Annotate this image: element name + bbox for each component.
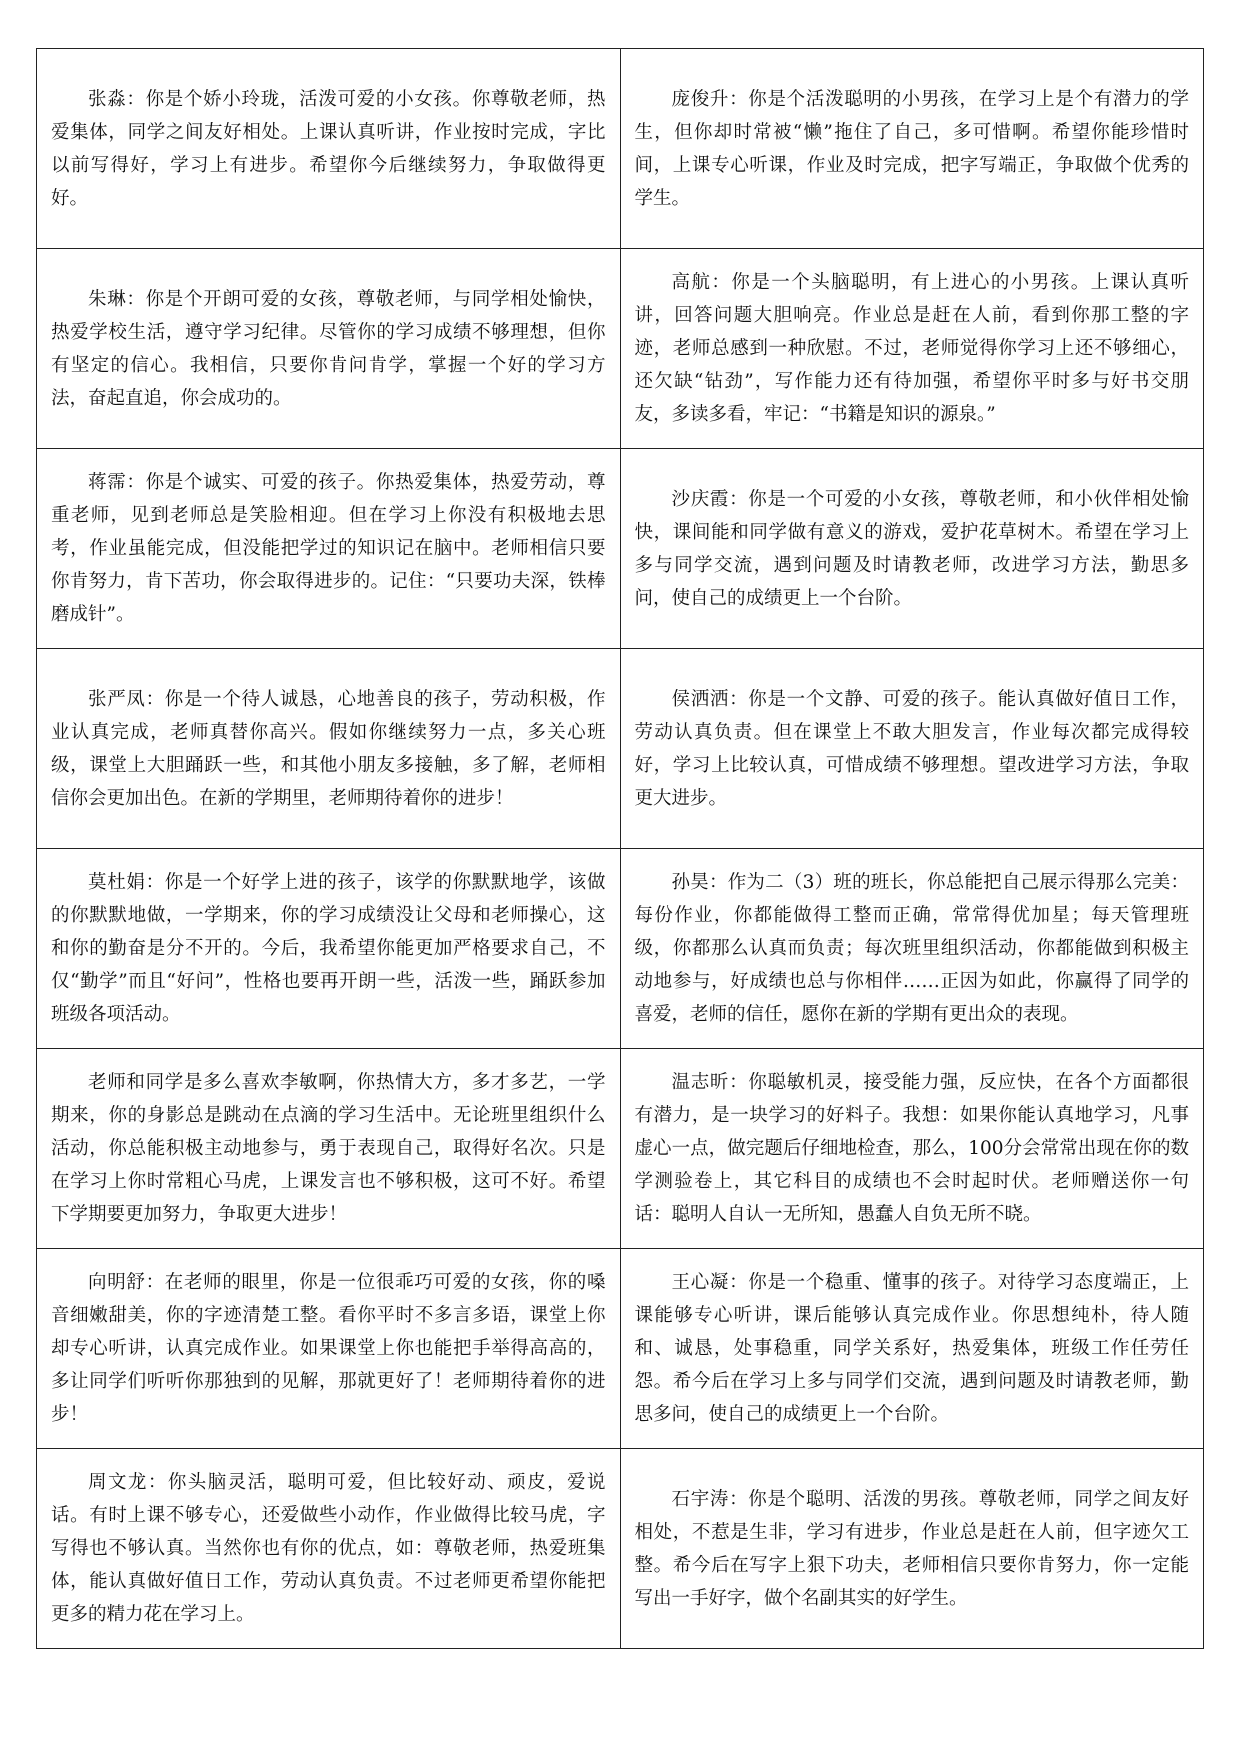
comment-cell: 王心凝：你是一个稳重、懂事的孩子。对待学习态度端正，上课能够专心听讲，课后能够认真完成作业。你思想纯朴，待人随和、诚恳，处事稳重，同学关系好，热爱集体，班级工作任劳任怨。希今后在学习上多与同学们交流，遇到问题及时请教老师，勤思多问，使自己的成绩更上一个台阶。 [620,1249,1204,1449]
table-row [37,449,1204,649]
comment-cell: 石宇涛：你是个聪明、活泼的男孩。尊敬老师，同学之间友好相处，不惹是生非，学习有进步，作业总是赶在人前，但字迹欠工整。希今后在写字上狠下功夫，老师相信只要你肯努力，你一定能写出一手好字，做个名副其实的好学生。 [620,1449,1204,1649]
comments-table [36,48,1204,1649]
table-row [37,1049,1204,1249]
comment-cell: 张淼：你是个娇小玲珑，活泼可爱的小女孩。你尊敬老师，热爱集体，同学之间友好相处。上课认真听讲，作业按时完成，字比以前写得好，学习上有进步。希望你今后继续努力，争取做得更好。 [37,49,621,249]
comment-cell: 向明舒：在老师的眼里，你是一位很乖巧可爱的女孩，你的嗓音细嫩甜美，你的字迹清楚工整。看你平时不多言多语，课堂上你却专心听讲，认真完成作业。如果课堂上你也能把手举得高高的，多让同学们听听你那独到的见解，那就更好了！老师期待着你的进步！ [37,1249,621,1449]
table-row [37,649,1204,849]
comment-cell: 张严凤：你是一个待人诚恳，心地善良的孩子，劳动积极，作业认真完成，老师真替你高兴。假如你继续努力一点，多关心班级，课堂上大胆踊跃一些，和其他小朋友多接触，多了解，老师相信你会更加出色。在新的学期里，老师期待着你的进步！ [37,649,621,849]
comment-cell: 孙昊：作为二（3）班的班长，你总能把自己展示得那么完美：每份作业，你都能做得工整而正确，常常得优加星；每天管理班级，你都那么认真而负责；每次班里组织活动，你都能做到积极主动地参与，好成绩也总与你相伴……正因为如此，你赢得了同学的喜爱，老师的信任，愿你在新的学期有更出众的表现。 [620,849,1204,1049]
comment-cell: 周文龙：你头脑灵活，聪明可爱，但比较好动、顽皮，爱说话。有时上课不够专心，还爱做些小动作，作业做得比较马虎，字写得也不够认真。当然你也有你的优点，如：尊敬老师，热爱班集体，能认真做好值日工作，劳动认真负责。不过老师更希望你能把更多的精力花在学习上。 [37,1449,621,1649]
table-row [37,49,1204,249]
table-row [37,849,1204,1049]
comment-cell: 沙庆霞：你是一个可爱的小女孩，尊敬老师，和小伙伴相处愉快，课间能和同学做有意义的游戏，爱护花草树木。希望在学习上多与同学交流，遇到问题及时请教老师，改进学习方法，勤思多问，使自己的成绩更上一个台阶。 [620,449,1204,649]
table-row [37,1249,1204,1449]
comment-cell: 莫杜娟：你是一个好学上进的孩子，该学的你默默地学，该做的你默默地做，一学期来，你的学习成绩没让父母和老师操心，这和你的勤奋是分不开的。今后，我希望你能更加严格要求自己，不仅“勤学”而且“好问”，性格也要再开朗一些，活泼一些，踊跃参加班级各项活动。 [37,849,621,1049]
comment-cell: 庞俊升：你是个活泼聪明的小男孩，在学习上是个有潜力的学生，但你却时常被“懒”拖住了自己，多可惜啊。希望你能珍惜时间，上课专心听课，作业及时完成，把字写端正，争取做个优秀的学生。 [620,49,1204,249]
comment-cell: 温志昕：你聪敏机灵，接受能力强，反应快，在各个方面都很有潜力，是一块学习的好料子。我想：如果你能认真地学习，凡事虚心一点，做完题后仔细地检查，那么，100分会常常出现在你的数学测验卷上，其它科目的成绩也不会时起时伏。老师赠送你一句话：聪明人自认一无所知，愚蠢人自负无所不晓。 [620,1049,1204,1249]
table-row [37,1449,1204,1649]
comment-cell: 侯洒洒：你是一个文静、可爱的孩子。能认真做好值日工作，劳动认真负责。但在课堂上不敢大胆发言，作业每次都完成得较好，学习上比较认真，可惜成绩不够理想。望改进学习方法，争取更大进步。 [620,649,1204,849]
comment-cell: 朱琳：你是个开朗可爱的女孩，尊敬老师，与同学相处愉快，热爱学校生活，遵守学习纪律。尽管你的学习成绩不够理想，但你有坚定的信心。我相信，只要你肯问肯学，掌握一个好的学习方法，奋起直追，你会成功的。 [37,249,621,449]
comment-cell: 高航：你是一个头脑聪明，有上进心的小男孩。上课认真听讲，回答问题大胆响亮。作业总是赶在人前，看到你那工整的字迹，老师总感到一种欣慰。不过，老师觉得你学习上还不够细心，还欠缺“钻劲”，写作能力还有待加强，希望你平时多与好书交朋友，多读多看，牢记：“书籍是知识的源泉。” [620,249,1204,449]
comment-cell: 蒋霈：你是个诚实、可爱的孩子。你热爱集体，热爱劳动，尊重老师，见到老师总是笑脸相迎。但在学习上你没有积极地去思考，作业虽能完成，但没能把学过的知识记在脑中。老师相信只要你肯努力，肯下苦功，你会取得进步的。记住：“只要功夫深，铁棒磨成针”。 [37,449,621,649]
comment-cell: 老师和同学是多么喜欢李敏啊，你热情大方，多才多艺，一学期来，你的身影总是跳动在点滴的学习生活中。无论班里组织什么活动，你总能积极主动地参与，勇于表现自己，取得好名次。只是在学习上你时常粗心马虎，上课发言也不够积极，这可不好。希望下学期要更加努力，争取更大进步！ [37,1049,621,1249]
table-row [37,249,1204,449]
